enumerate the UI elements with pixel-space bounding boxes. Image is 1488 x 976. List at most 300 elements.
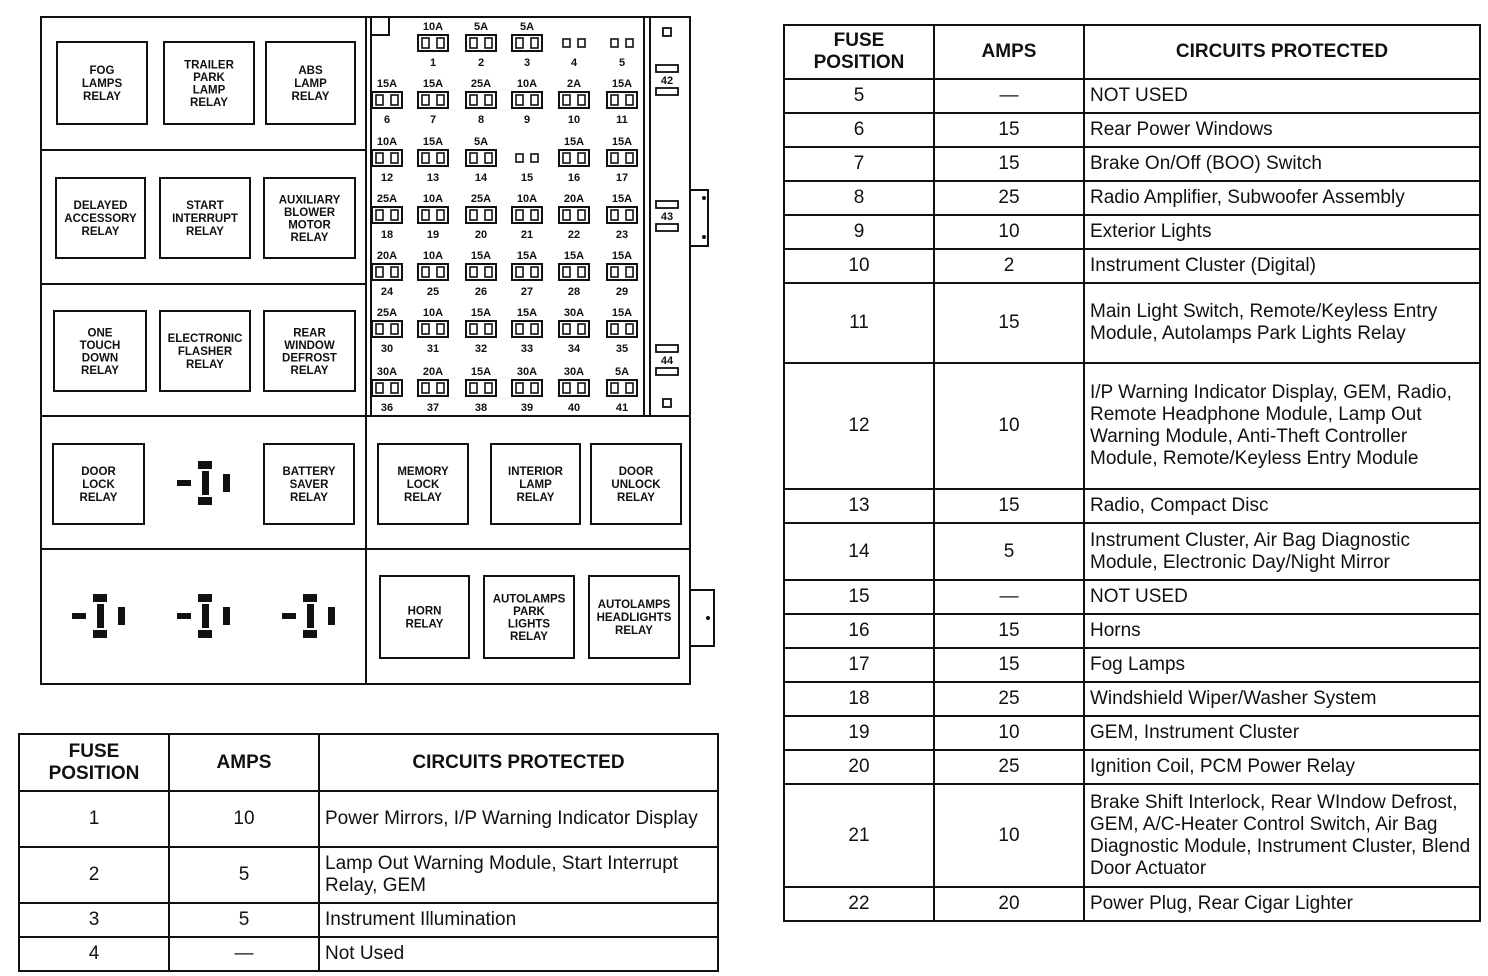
fuse-40 [559, 366, 589, 414]
fuse-26 [466, 250, 496, 298]
fuse-number-label: 12 [380, 172, 394, 184]
fuse-number-label: 23 [615, 229, 629, 241]
relay-label-line: INTERRUPT [172, 213, 238, 225]
fuse-position-cell: 10 [784, 249, 934, 283]
fuse-number-label: 7 [429, 114, 437, 126]
fuse-table-right [783, 24, 1481, 922]
relay-label-line: BATTERY [282, 466, 336, 478]
fuse-position-cell: 11 [784, 283, 934, 363]
fuse-position-cell: 17 [784, 648, 934, 682]
relay-label-line: UNLOCK [611, 479, 661, 491]
relay-memory-lock [378, 444, 468, 524]
side-terminal [663, 399, 671, 407]
relay-label-line: MEMORY [397, 466, 449, 478]
fuse-28 [559, 250, 589, 298]
fuse-23 [607, 193, 637, 241]
relay-label-line: LAMP [294, 78, 327, 90]
amps-cell: 25 [934, 682, 1084, 716]
amps-cell: 15 [934, 489, 1084, 523]
fuse-position-cell: 8 [784, 181, 934, 215]
table-row [784, 147, 1480, 181]
fuse-39 [512, 366, 542, 414]
relay-label-line: RELAY [404, 492, 442, 504]
fuse-1 [418, 21, 448, 69]
relay-label-line: FLASHER [177, 346, 233, 358]
fuse-number-label: 25 [426, 286, 440, 298]
fuse-amps-label: 25A [376, 307, 398, 319]
fuse-position-cell: 7 [784, 147, 934, 181]
fuse-amps-label: 30A [516, 366, 538, 378]
relay-label-line: DELAYED [73, 200, 128, 212]
fuse-amps-label: 5A [614, 366, 630, 378]
relay-horn [380, 576, 469, 658]
fuse-number-label: 16 [567, 172, 581, 184]
circuits-cell: Instrument Cluster (Digital) [1084, 249, 1480, 283]
column-header-amps: AMPS [169, 734, 319, 791]
table-row [19, 791, 718, 847]
relay-socket [177, 461, 230, 505]
fuse-amps-label: 15A [470, 250, 492, 262]
column-header-circuits: CIRCUITS PROTECTED [319, 734, 718, 791]
fuse-table-left [18, 733, 719, 972]
circuits-cell: NOT USED [1084, 79, 1480, 113]
fuse-20 [466, 193, 496, 241]
amps-cell: 5 [169, 903, 319, 937]
fuse-25 [418, 250, 448, 298]
relay-battery-saver [264, 444, 354, 524]
fuse-position-cell: 4 [19, 937, 169, 971]
fuse-amps-label: 10A [422, 21, 444, 33]
fuse-number-label: 9 [523, 114, 531, 126]
relay-label-line: RELAY [186, 359, 224, 371]
fuse-amps-label: 30A [563, 307, 585, 319]
relay-label-line: HEADLIGHTS [596, 612, 672, 624]
relay-start-interrupt [160, 178, 250, 258]
table-row [19, 937, 718, 971]
fuse-31 [418, 307, 448, 355]
fuse-number-label: 22 [567, 229, 581, 241]
relay-label-line: MOTOR [288, 219, 331, 232]
fuse-number-label: 41 [615, 402, 629, 414]
fuse-number-label: 11 [616, 114, 628, 126]
table-row [784, 79, 1480, 113]
fuse-number-label: 4 [570, 57, 578, 69]
circuits-cell: Radio, Compact Disc [1084, 489, 1480, 523]
column-header-amps: AMPS [934, 25, 1084, 79]
relay-label-line: RELAY [291, 91, 330, 103]
fuse-number-label: 20 [474, 229, 488, 241]
relay-label-line: RELAY [290, 364, 329, 377]
relay-label-line: LOCK [406, 479, 440, 491]
amps-cell: 15 [934, 147, 1084, 181]
fuse-amps-label: 10A [422, 193, 444, 205]
fuse-15 [516, 154, 538, 184]
relay-label-line: RELAY [83, 91, 121, 103]
fuse-19 [418, 193, 448, 241]
amps-cell: 15 [934, 648, 1084, 682]
fuse-number-label: 39 [520, 402, 534, 414]
fuse-13 [418, 136, 448, 184]
fuse-amps-label: 15A [422, 136, 444, 148]
fuse-14 [466, 136, 496, 184]
fuse-41 [607, 366, 637, 414]
column-header-circuits: CIRCUITS PROTECTED [1084, 25, 1480, 79]
relay-label-line: LIGHTS [507, 618, 551, 631]
circuits-cell: Horns [1084, 614, 1480, 648]
fuse-number-label: 24 [380, 286, 394, 298]
table-row [784, 283, 1480, 363]
fuse-amps-label: 15A [611, 136, 633, 148]
circuits-cell: Power Mirrors, I/P Warning Indicator Display [319, 791, 718, 847]
relay-label-line: DEFROST [282, 352, 337, 365]
circuits-cell: Fog Lamps [1084, 648, 1480, 682]
table-row [784, 614, 1480, 648]
relay-autolamps-headlights [589, 576, 679, 658]
relay-label-line: SAVER [289, 479, 329, 491]
fuse-position-cell: 20 [784, 750, 934, 784]
table-row [784, 215, 1480, 249]
relay-label-line: BLOWER [283, 206, 336, 219]
fuse-16 [559, 136, 589, 184]
fuse-position-cell: 6 [784, 113, 934, 147]
column-header-position: FUSE POSITION [19, 734, 169, 791]
fuse-11 [607, 78, 637, 126]
fuse-position-cell: 9 [784, 215, 934, 249]
fuse-amps-label: 10A [516, 78, 538, 90]
amps-cell: 10 [169, 791, 319, 847]
amps-cell: 10 [934, 716, 1084, 750]
fuse-9 [512, 78, 542, 126]
relay-label-line: RELAY [516, 492, 555, 504]
fuse-number-label: 10 [567, 114, 581, 126]
fuse-position-cell: 2 [19, 847, 169, 903]
fuse-amps-label: 5A [519, 21, 535, 33]
fuse-amps-label: 15A [611, 78, 633, 90]
fuse-21 [512, 193, 542, 241]
relay-interior-lamp [491, 444, 580, 524]
fuse-36 [372, 366, 402, 414]
relay-label-line: RELAY [290, 231, 329, 244]
relay-label-line: AUXILIARY [278, 194, 341, 207]
relay-autolamps-park-lights [484, 576, 574, 658]
fuse-number-label: 29 [615, 286, 629, 298]
fuse-2 [466, 21, 496, 69]
fuse-amps-label: 25A [470, 193, 492, 205]
relay-label-line: LAMP [192, 84, 226, 97]
fuse-38 [466, 366, 496, 414]
fuse-42 [656, 65, 678, 95]
table-row [784, 363, 1480, 489]
relay-label-line: RELAY [186, 226, 224, 238]
fuse-amps-label: 15A [516, 307, 538, 319]
relay-label-line: RELAY [617, 492, 655, 504]
fuse-position-cell: 14 [784, 523, 934, 580]
fuse-32 [466, 307, 496, 355]
fuse-position-cell: 1 [19, 791, 169, 847]
relay-label-line: RELAY [510, 630, 548, 643]
fuse-29 [607, 250, 637, 298]
relay-socket [72, 594, 125, 638]
fuse-amps-label: 20A [376, 250, 398, 262]
fuse-number-label: 2 [477, 57, 485, 69]
fuse-number-label: 27 [520, 286, 534, 298]
fuse-number-label: 3 [523, 57, 531, 69]
relay-label-line: ACCESSORY [64, 213, 137, 225]
table-row [784, 113, 1480, 147]
column-header-position: FUSE POSITION [784, 25, 934, 79]
fuse-35 [607, 307, 637, 355]
table-row [19, 847, 718, 903]
fuse-number-label: 26 [474, 286, 488, 298]
relay-electronic-flasher [160, 311, 250, 391]
table-row [784, 523, 1480, 580]
amps-cell: — [934, 79, 1084, 113]
fuse-30 [372, 307, 402, 355]
relay-label-line: DOOR [618, 466, 654, 478]
relay-door-unlock [591, 444, 681, 524]
fuse-amps-label: 30A [376, 366, 398, 378]
fuse-position-cell: 3 [19, 903, 169, 937]
fuse-position-cell: 12 [784, 363, 934, 489]
fuse-number-label: 44 [660, 355, 674, 367]
relay-socket [177, 594, 230, 638]
fuse-4 [563, 39, 585, 69]
fuse-5 [611, 39, 633, 69]
mini-fuse-grid [372, 21, 637, 414]
fuse-number-label: 38 [474, 402, 488, 414]
side-terminal [663, 28, 671, 36]
fuse-amps-label: 2A [566, 78, 582, 90]
fuse-number-label: 28 [567, 286, 581, 298]
fuse-number-label: 13 [426, 172, 440, 184]
relay-label-line: RELAY [290, 492, 328, 504]
circuits-cell: Brake On/Off (BOO) Switch [1084, 147, 1480, 181]
circuits-cell: Radio Amplifier, Subwoofer Assembly [1084, 181, 1480, 215]
relay-label-line: RELAY [79, 492, 118, 504]
fuse-22 [559, 193, 589, 241]
side-fuses [656, 28, 678, 407]
relay-rear-window-defrost [264, 311, 355, 391]
fuse-number-label: 43 [660, 211, 674, 223]
table-row [784, 887, 1480, 921]
circuits-cell: Lamp Out Warning Module, Start Interrupt Relay, GEM [319, 847, 718, 903]
fuse-amps-label: 10A [422, 307, 444, 319]
fuse-position-cell: 15 [784, 580, 934, 614]
fuse-position-cell: 5 [784, 79, 934, 113]
fuse-number-label: 6 [383, 114, 391, 126]
fuse-position-cell: 19 [784, 716, 934, 750]
relay-label-line: ONE [87, 327, 113, 340]
relay-label-line: ABS [298, 65, 323, 77]
relay-label-line: LAMP [519, 479, 552, 491]
fuse-number-label: 17 [615, 172, 629, 184]
relay-label-line: RELAY [405, 618, 444, 631]
circuits-cell: Not Used [319, 937, 718, 971]
relay-socket [282, 594, 335, 638]
fuse-number-label: 34 [567, 343, 581, 355]
relay-label-line: HORN [407, 605, 442, 618]
fuse-43 [656, 201, 678, 231]
circuits-cell: Brake Shift Interlock, Rear WIndow Defrost, GEM, A/C-Heater Control Switch, Air Bag Diagnostic Module, Instrument Cluster, Blend Door Actuator [1084, 784, 1480, 887]
table-row [784, 648, 1480, 682]
relay-label-line: RELAY [615, 625, 653, 637]
relay-label-line: ELECTRONIC [167, 333, 243, 345]
amps-cell: 5 [169, 847, 319, 903]
circuits-cell: Power Plug, Rear Cigar Lighter [1084, 887, 1480, 921]
relay-label-line: AUTOLAMPS [597, 599, 671, 611]
fuse-12 [372, 136, 402, 184]
relay-trailer-park-lamp [164, 42, 254, 124]
amps-cell: 15 [934, 614, 1084, 648]
table-row [784, 682, 1480, 716]
amps-cell: 25 [934, 750, 1084, 784]
amps-cell: 10 [934, 784, 1084, 887]
table-row [784, 716, 1480, 750]
relay-label-line: RELAY [190, 96, 228, 109]
fuse-number-label: 21 [520, 229, 534, 241]
fuse-37 [418, 366, 448, 414]
table-row [784, 784, 1480, 887]
fuse-3 [512, 21, 542, 69]
fuse-position-cell: 18 [784, 682, 934, 716]
relay-label-line: DOWN [81, 352, 119, 365]
fuse-24 [372, 250, 402, 298]
relay-label-line: WINDOW [284, 339, 335, 352]
fuse-6 [372, 78, 402, 126]
relay-label-line: TRAILER [184, 59, 234, 72]
fuse-7 [418, 78, 448, 126]
relay-label-line: DOOR [81, 466, 116, 478]
fuse-34 [559, 307, 589, 355]
fuse-number-label: 15 [520, 172, 534, 184]
fuse-number-label: 30 [380, 343, 394, 355]
fuse-18 [372, 193, 402, 241]
fuse-number-label: 5 [618, 57, 626, 69]
fuse-amps-label: 15A [516, 250, 538, 262]
relay-one-touch-down [54, 311, 146, 391]
fuse-amps-label: 15A [563, 250, 585, 262]
circuits-cell: NOT USED [1084, 580, 1480, 614]
relay-label-line: START [186, 200, 224, 212]
amps-cell: 15 [934, 113, 1084, 147]
fuse-10 [559, 78, 589, 126]
relay-abs-lamp [266, 42, 355, 124]
table-row [784, 489, 1480, 523]
relay-label-line: FOG [89, 65, 115, 77]
table-row [784, 249, 1480, 283]
fuse-position-cell: 21 [784, 784, 934, 887]
circuits-cell: Rear Power Windows [1084, 113, 1480, 147]
fuse-number-label: 42 [660, 75, 674, 87]
fuse-position-cell: 16 [784, 614, 934, 648]
fuse-number-label: 1 [429, 57, 437, 69]
fuse-number-label: 18 [380, 229, 394, 241]
fuse-amps-label: 15A [563, 136, 585, 148]
amps-cell: — [169, 937, 319, 971]
relay-label-line: LOCK [82, 479, 115, 491]
table-row [19, 903, 718, 937]
fuse-amps-label: 20A [563, 193, 585, 205]
circuits-cell: Ignition Coil, PCM Power Relay [1084, 750, 1480, 784]
fuse-number-label: 37 [426, 402, 440, 414]
relay-door-lock [53, 444, 144, 524]
relay-label-line: INTERIOR [508, 466, 563, 478]
relay-label-line: TOUCH [79, 339, 121, 352]
fuse-amps-label: 15A [611, 193, 633, 205]
table-row [784, 580, 1480, 614]
fuse-27 [512, 250, 542, 298]
fuse-amps-label: 5A [473, 21, 489, 33]
fuse-amps-label: 10A [376, 136, 398, 148]
circuits-cell: GEM, Instrument Cluster [1084, 716, 1480, 750]
circuits-cell: Main Light Switch, Remote/Keyless Entry Module, Autolamps Park Lights Relay [1084, 283, 1480, 363]
fuse-amps-label: 15A [611, 250, 633, 262]
fuse-number-label: 8 [477, 114, 485, 126]
fuse-number-label: 35 [615, 343, 629, 355]
fuse-amps-label: 15A [611, 307, 633, 319]
circuits-cell: Exterior Lights [1084, 215, 1480, 249]
amps-cell: 10 [934, 363, 1084, 489]
amps-cell: 20 [934, 887, 1084, 921]
relay-auxiliary-blower-motor [264, 178, 355, 258]
fuse-17 [607, 136, 637, 184]
fuse-amps-label: 30A [563, 366, 585, 378]
fuse-amps-label: 25A [470, 78, 492, 90]
amps-cell: 15 [934, 283, 1084, 363]
relay-label-line: RELAY [81, 364, 119, 377]
fuse-amps-label: 15A [376, 78, 398, 90]
fuse-amps-label: 10A [516, 193, 538, 205]
relay-delayed-accessory [56, 178, 145, 258]
relay-label-line: PARK [193, 71, 225, 84]
relay-label-line: AUTOLAMPS [492, 593, 566, 606]
fuse-number-label: 32 [474, 343, 488, 355]
amps-cell: 10 [934, 215, 1084, 249]
relay-label-line: RELAY [81, 226, 120, 238]
circuits-cell: Windshield Wiper/Washer System [1084, 682, 1480, 716]
circuits-cell: I/P Warning Indicator Display, GEM, Radio, Remote Headphone Module, Lamp Out Warning Module, Anti-Theft Controller Module, Remote/Keyless Entry Module [1084, 363, 1480, 489]
fuse-position-cell: 22 [784, 887, 934, 921]
fuse-number-label: 31 [426, 343, 440, 355]
fuse-amps-label: 20A [422, 366, 444, 378]
fuse-amps-label: 25A [376, 193, 398, 205]
circuits-cell: Instrument Cluster, Air Bag Diagnostic Module, Electronic Day/Night Mirror [1084, 523, 1480, 580]
table-row [784, 750, 1480, 784]
amps-cell: 25 [934, 181, 1084, 215]
fuse-number-label: 36 [380, 402, 394, 414]
amps-cell: 5 [934, 523, 1084, 580]
circuits-cell: Instrument Illumination [319, 903, 718, 937]
relay-label-line: PARK [513, 605, 545, 618]
fuse-position-cell: 13 [784, 489, 934, 523]
fuse-number-label: 19 [426, 229, 440, 241]
fuse-amps-label: 15A [470, 366, 492, 378]
amps-cell: 2 [934, 249, 1084, 283]
table-row [784, 181, 1480, 215]
relay-label-line: LAMPS [81, 78, 123, 90]
fuse-number-label: 14 [474, 172, 488, 184]
fuse-amps-label: 5A [473, 136, 489, 148]
amps-cell: — [934, 580, 1084, 614]
relay-label-line: REAR [293, 327, 326, 340]
relay-fog-lamps [57, 42, 147, 124]
fuse-44 [656, 345, 678, 375]
fuse-8 [466, 78, 496, 126]
fuse-amps-label: 15A [470, 307, 492, 319]
fuse-number-label: 33 [520, 343, 534, 355]
fuse-number-label: 40 [567, 402, 581, 414]
fuse-amps-label: 15A [422, 78, 444, 90]
